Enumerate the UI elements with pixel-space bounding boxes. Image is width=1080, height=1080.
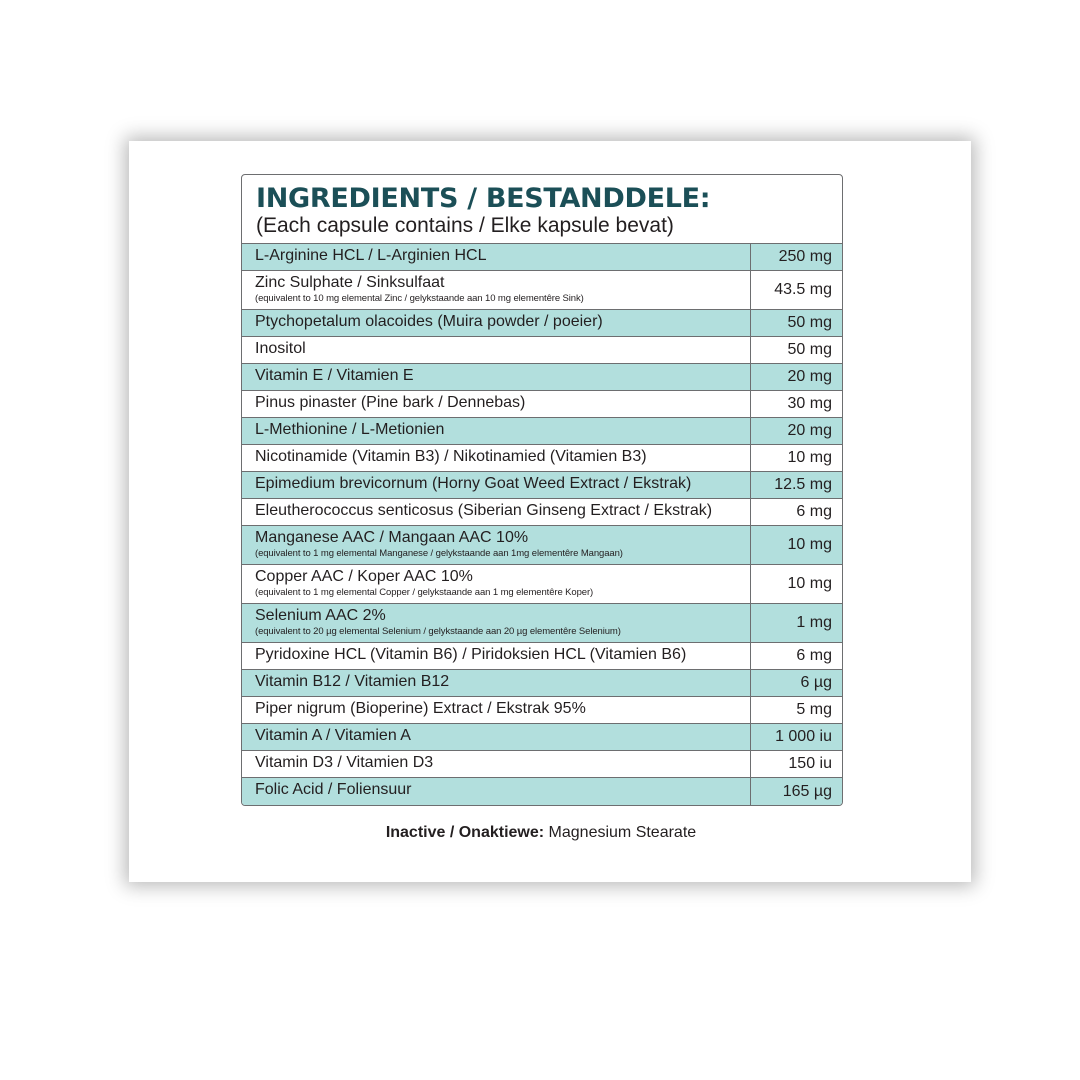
- table-row: [242, 697, 842, 724]
- table-row: [242, 244, 842, 271]
- ingredient-amount: 6 mg: [796, 503, 832, 520]
- ingredient-note: (equivalent to 10 mg elemental Zinc / gelykstaande aan 10 mg elementêre Sink): [255, 293, 584, 304]
- ingredient-name: Ptychopetalum olacoides (Muira powder / poeier): [255, 313, 603, 330]
- ingredient-name: L-Methionine / L-Metionien: [255, 421, 445, 438]
- ingredient-name-cell: [242, 670, 751, 696]
- table-row: [242, 751, 842, 778]
- table-row: [242, 445, 842, 472]
- table-row: [242, 724, 842, 751]
- ingredient-amount: 6 µg: [800, 674, 832, 691]
- table-header: [242, 175, 842, 244]
- ingredient-amount: 1 mg: [796, 614, 832, 631]
- ingredient-name: Inositol: [255, 340, 306, 357]
- ingredients-title: INGREDIENTS / BESTANDDELE:: [256, 183, 711, 214]
- ingredient-name-cell: [242, 499, 751, 525]
- ingredient-amount: 10 mg: [787, 449, 832, 466]
- ingredient-name-cell: [242, 472, 751, 498]
- table-row: [242, 310, 842, 337]
- ingredient-name-cell: [242, 526, 751, 564]
- ingredients-rows: [242, 244, 842, 805]
- ingredient-name-cell: [242, 244, 751, 270]
- ingredient-note: (equivalent to 1 mg elemental Copper / gelykstaande aan 1 mg elementêre Koper): [255, 587, 594, 598]
- ingredient-note: (equivalent to 1 mg elemental Manganese / gelykstaande aan 1mg elementêre Mangaan): [255, 548, 623, 559]
- ingredients-subtitle: (Each capsule contains / Elke kapsule bevat): [256, 214, 674, 237]
- ingredient-amount: 50 mg: [787, 341, 832, 358]
- ingredient-name-cell: [242, 565, 751, 603]
- table-row: [242, 364, 842, 391]
- ingredient-amount: 150 iu: [788, 755, 832, 772]
- ingredient-name: Pyridoxine HCL (Vitamin B6) / Piridoksien HCL (Vitamien B6): [255, 646, 687, 663]
- ingredient-name: L-Arginine HCL / L-Arginien HCL: [255, 247, 487, 264]
- ingredient-amount: 43.5 mg: [774, 281, 832, 298]
- table-row: [242, 565, 842, 604]
- table-row: [242, 604, 842, 643]
- ingredient-name: Vitamin A / Vitamien A: [255, 727, 411, 744]
- inactive-value: Magnesium Stearate: [544, 824, 697, 841]
- table-row: [242, 337, 842, 364]
- ingredient-amount: 10 mg: [787, 575, 832, 592]
- ingredient-name: Pinus pinaster (Pine bark / Dennebas): [255, 394, 526, 411]
- ingredient-name-cell: [242, 778, 751, 805]
- ingredient-name-cell: [242, 310, 751, 336]
- table-row: [242, 472, 842, 499]
- ingredient-name-cell: [242, 697, 751, 723]
- ingredient-name: Copper AAC / Koper AAC 10%: [255, 568, 473, 585]
- ingredient-amount: 1 000 iu: [775, 728, 832, 745]
- ingredient-amount: 20 mg: [787, 422, 832, 439]
- ingredient-name: Vitamin B12 / Vitamien B12: [255, 673, 450, 690]
- ingredient-name-cell: [242, 418, 751, 444]
- table-row: [242, 418, 842, 445]
- ingredient-name-cell: [242, 337, 751, 363]
- ingredient-name: Zinc Sulphate / Sinksulfaat: [255, 274, 445, 291]
- ingredient-note: (equivalent to 20 µg elemental Selenium / gelykstaande aan 20 µg elementêre Selenium): [255, 626, 621, 637]
- ingredient-name-cell: [242, 271, 751, 309]
- table-row: [242, 778, 842, 805]
- ingredient-name: Vitamin D3 / Vitamien D3: [255, 754, 434, 771]
- table-row: [242, 391, 842, 418]
- ingredient-amount: 5 mg: [796, 701, 832, 718]
- table-row: [242, 670, 842, 697]
- ingredient-name-cell: [242, 364, 751, 390]
- ingredient-name-cell: [242, 445, 751, 471]
- ingredient-name: Folic Acid / Foliensuur: [255, 781, 412, 798]
- ingredient-name-cell: [242, 643, 751, 669]
- ingredient-name-cell: [242, 391, 751, 417]
- ingredient-name-cell: [242, 604, 751, 642]
- table-row: [242, 271, 842, 310]
- ingredient-amount: 6 mg: [796, 647, 832, 664]
- ingredient-name: Epimedium brevicornum (Horny Goat Weed Extract / Ekstrak): [255, 475, 692, 492]
- ingredient-name-cell: [242, 724, 751, 750]
- ingredients-table: [241, 174, 843, 806]
- inactive-label: Inactive / Onaktiewe:: [385, 824, 545, 841]
- ingredient-amount: 12.5 mg: [774, 476, 832, 493]
- ingredient-amount: 20 mg: [787, 368, 832, 385]
- ingredient-amount: 10 mg: [787, 536, 832, 553]
- ingredient-name: Piper nigrum (Bioperine) Extract / Ekstrak 95%: [255, 700, 586, 717]
- table-row: [242, 499, 842, 526]
- inactive-ingredients: [241, 824, 841, 842]
- ingredient-amount: 250 mg: [778, 248, 832, 265]
- ingredient-name: Eleutherococcus senticosus (Siberian Ginseng Extract / Ekstrak): [255, 502, 713, 519]
- ingredient-amount: 50 mg: [787, 314, 832, 331]
- table-row: [242, 643, 842, 670]
- ingredient-name: Nicotinamide (Vitamin B3) / Nikotinamied (Vitamien B3): [255, 448, 647, 465]
- ingredient-name: Manganese AAC / Mangaan AAC 10%: [255, 529, 529, 546]
- ingredient-name: Vitamin E / Vitamien E: [255, 367, 414, 384]
- ingredient-amount: 165 µg: [782, 782, 832, 800]
- ingredient-name: Selenium AAC 2%: [255, 607, 386, 624]
- ingredient-name-cell: [242, 751, 751, 777]
- label-card: [129, 141, 971, 882]
- table-row: [242, 526, 842, 565]
- ingredient-amount: 30 mg: [787, 395, 832, 412]
